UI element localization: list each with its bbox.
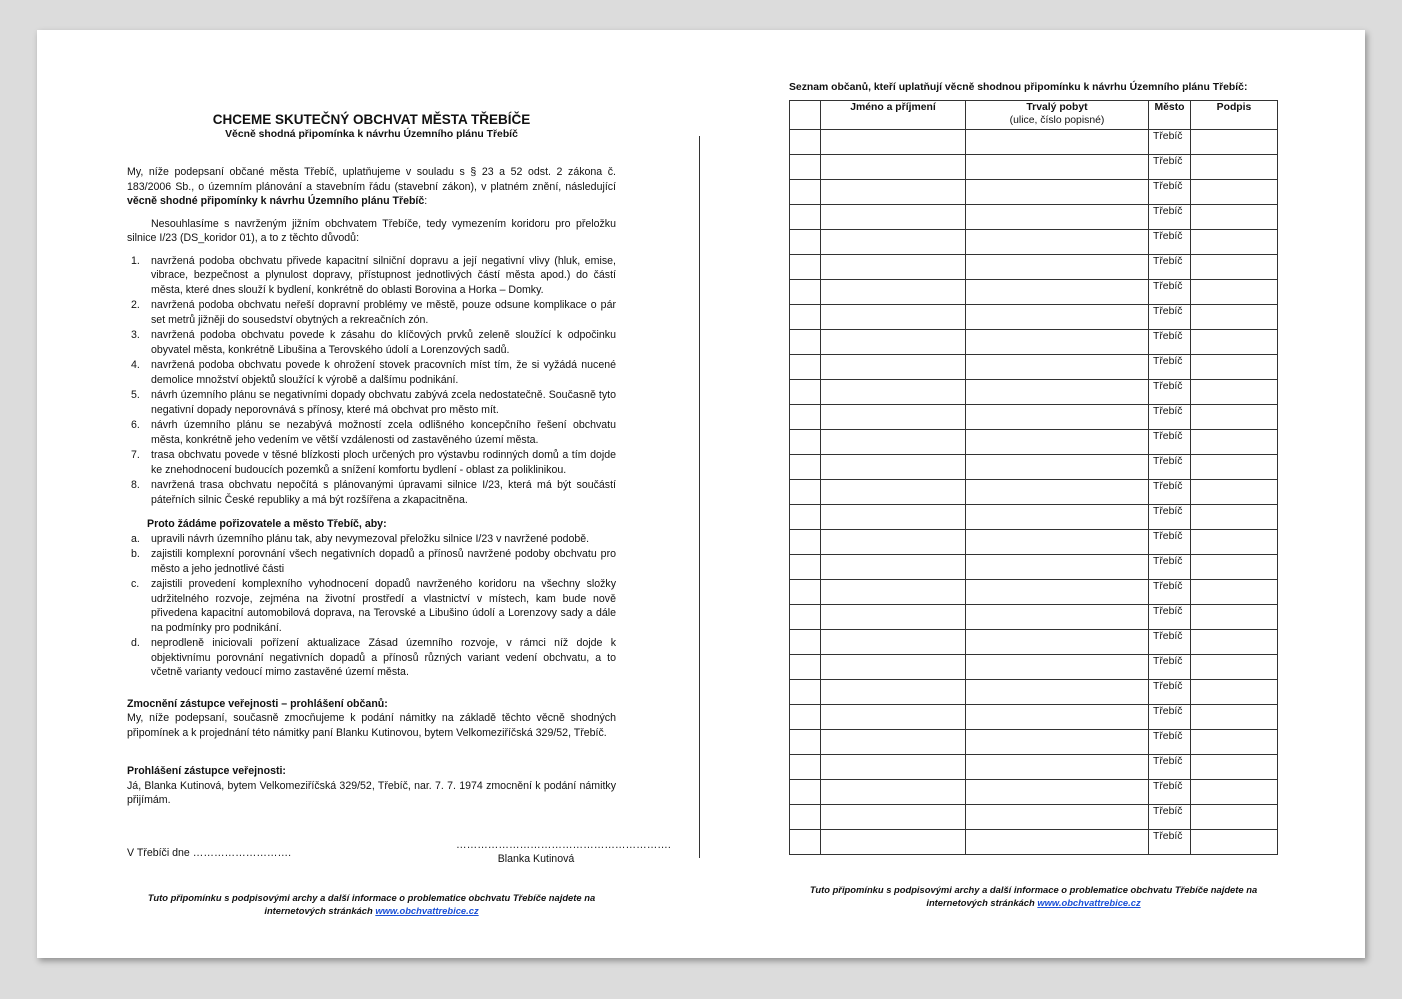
residence-cell[interactable] (966, 230, 1149, 255)
city-cell: Třebíč (1149, 730, 1191, 755)
row-number-cell[interactable] (790, 830, 821, 855)
reasons-list (127, 254, 616, 508)
footer-text: Tuto připomínku s podpisovými archy a další informace o problematice obchvatu Třebíče najdete na internetových stránkách (147, 891, 596, 916)
row-number-cell[interactable] (790, 405, 821, 430)
intro-bold: věcně shodné připomínky k návrhu Územního plánu Třebíč (127, 195, 425, 207)
residence-cell[interactable] (966, 205, 1149, 230)
list-item (127, 577, 616, 635)
city-cell: Třebíč (1149, 555, 1191, 580)
signature-cell[interactable] (1191, 205, 1278, 230)
signature-table (789, 100, 1278, 855)
city-cell: Třebíč (1149, 755, 1191, 780)
name-cell[interactable] (821, 780, 966, 805)
name-cell[interactable] (821, 205, 966, 230)
row-number-cell[interactable] (790, 630, 821, 655)
signature-cell[interactable] (1191, 605, 1278, 630)
footer-text: Tuto připomínku s podpisovými archy a další informace o problematice obchvatu Třebíče najdete na internetových stránkách (809, 884, 1258, 908)
signature-cell[interactable] (1191, 805, 1278, 830)
city-cell: Třebíč (1149, 330, 1191, 355)
list-item-text: návrh územního plánu se nezabývá možností zcela odlišného koncepčního řešení obchvatu města, konkrétně jeho vedením ve větší vzdálenosti od zastavěného území města. (151, 419, 616, 446)
name-cell[interactable] (821, 380, 966, 405)
list-item-text: navržená podoba obchvatu povede k ohrožení stovek pracovních míst tím, že si vyžádá nucené demolice množství objektů sloužící k výrobě a dalšímu podnikání. (151, 359, 616, 386)
list-item-number: 4. (131, 359, 140, 371)
list-item (127, 254, 616, 298)
row-number-cell[interactable] (790, 755, 821, 780)
list-item-number: b. (131, 548, 140, 560)
table-row (790, 330, 1278, 355)
city-cell: Třebíč (1149, 155, 1191, 180)
city-cell: Třebíč (1149, 630, 1191, 655)
signature-cell[interactable] (1191, 530, 1278, 555)
city-cell: Třebíč (1149, 280, 1191, 305)
row-number-cell[interactable] (790, 730, 821, 755)
col-header-residence (966, 101, 1149, 130)
name-cell[interactable] (821, 480, 966, 505)
list-item (127, 636, 616, 680)
signature-cell[interactable] (1191, 630, 1278, 655)
table-row (790, 530, 1278, 555)
residence-cell[interactable] (966, 255, 1149, 280)
list-item (127, 532, 616, 547)
list-item-text: navržená podoba obchvatu povede k zásahu do klíčových prvků zeleně sloužící k odpočinku obyvatel města, konkrétně Libušina a Terovského údolí a Lorenzových sadů. (151, 329, 616, 356)
name-cell[interactable] (821, 630, 966, 655)
row-number-cell[interactable] (790, 280, 821, 305)
city-cell: Třebíč (1149, 130, 1191, 155)
list-item-number: 2. (131, 299, 140, 311)
declaration-text: Já, Blanka Kutinová, bytem Velkomeziříčská 329/52, Třebíč, nar. 7. 7. 1974 zmocnění k podání námitky přijímám. (127, 779, 616, 806)
table-row (790, 255, 1278, 280)
declaration-heading: Prohlášení zástupce veřejnosti: (127, 765, 286, 777)
signature-cell[interactable] (1191, 430, 1278, 455)
residence-cell[interactable] (966, 830, 1149, 855)
list-item-text: navržená podoba obchvatu neřeší dopravní problémy ve městě, pouze odsune komplikace o pár set metrů jižněji do sousedství obytných a rekreačních zón. (151, 299, 616, 326)
requests-list (127, 532, 616, 680)
name-cell[interactable] (821, 180, 966, 205)
residence-cell[interactable] (966, 655, 1149, 680)
row-number-cell[interactable] (790, 355, 821, 380)
signature-cell[interactable] (1191, 555, 1278, 580)
table-header-row (790, 101, 1278, 130)
signature-block (456, 838, 671, 867)
name-cell[interactable] (821, 255, 966, 280)
table-row (790, 405, 1278, 430)
name-cell[interactable] (821, 830, 966, 855)
row-number-cell[interactable] (790, 580, 821, 605)
table-row (790, 655, 1278, 680)
col-header-name: Jméno a příjmení (821, 101, 966, 130)
intro-end: : (424, 195, 428, 207)
name-cell[interactable] (821, 805, 966, 830)
left-footer (127, 891, 616, 917)
city-cell: Třebíč (1149, 805, 1191, 830)
residence-cell[interactable] (966, 630, 1149, 655)
name-cell[interactable] (821, 530, 966, 555)
row-number-cell[interactable] (790, 780, 821, 805)
list-item-number: c. (131, 578, 140, 590)
list-item-text: zajistili komplexní porovnání všech negativních dopadů a přínosů navržené podoby obchvatu pro město a jeho jednotlivé části (151, 548, 616, 575)
table-row (790, 305, 1278, 330)
row-number-cell[interactable] (790, 530, 821, 555)
petition-text (127, 112, 671, 917)
list-item (127, 478, 616, 507)
row-number-cell[interactable] (790, 130, 821, 155)
signature-cell[interactable] (1191, 680, 1278, 705)
table-row (790, 680, 1278, 705)
table-row (790, 755, 1278, 780)
table-row (790, 630, 1278, 655)
city-cell: Třebíč (1149, 305, 1191, 330)
signature-cell[interactable] (1191, 505, 1278, 530)
list-item-text: trasa obchvatu povede v těsné blízkosti ploch určených pro výstavbu rodinných domů a tím dojde ke znehodnocení budoucích pozemků a snížení komfortu bydlení - oblast za poliklinikou. (151, 449, 616, 476)
row-number-cell[interactable] (790, 380, 821, 405)
residence-cell[interactable] (966, 805, 1149, 830)
residence-cell[interactable] (966, 305, 1149, 330)
name-cell[interactable] (821, 280, 966, 305)
signature-cell[interactable] (1191, 130, 1278, 155)
intro-text: My, níže podepsaní občané města Třebíč, uplatňujeme v souladu s § 23 a 52 odst. 2 zákona č. 183/2006 Sb., o územním plánování a stavebním řádu (stavební zákon), v platném znění, následující (127, 166, 616, 193)
table-row (790, 155, 1278, 180)
city-cell: Třebíč (1149, 680, 1191, 705)
table-row (790, 205, 1278, 230)
table-row (790, 230, 1278, 255)
table-row (790, 455, 1278, 480)
name-cell[interactable] (821, 455, 966, 480)
list-item-text: zajistili provedení komplexního vyhodnocení dopadů navrženého koridoru na všechny složky udržitelného rozvoje, zejména na životní prostředí a vlastnictví v místech, kam bude nově přivedena kapacitní automobilová doprava, na Terovské a Libušino údolí a Lorenzovy sady a dále na podmínky pro podnikání. (151, 578, 616, 634)
name-cell[interactable] (821, 330, 966, 355)
residence-cell[interactable] (966, 455, 1149, 480)
signature-cell[interactable] (1191, 655, 1278, 680)
residence-cell[interactable] (966, 130, 1149, 155)
residence-cell[interactable] (966, 605, 1149, 630)
city-cell: Třebíč (1149, 655, 1191, 680)
right-footer (789, 883, 1278, 909)
residence-cell[interactable] (966, 680, 1149, 705)
page-subtitle: Věcně shodná připomínka k návrhu Územního plánu Třebíč (225, 129, 518, 140)
page-title: CHCEME SKUTEČNÝ OBCHVAT MĚSTA TŘEBÍČE (212, 112, 531, 127)
table-row (790, 505, 1278, 530)
list-item-text: upravili návrh územního plánu tak, aby nevymezoval přeložku silnice I/23 v navržené podobě. (151, 532, 590, 545)
signature-cell[interactable] (1191, 380, 1278, 405)
city-cell: Třebíč (1149, 830, 1191, 855)
city-cell: Třebíč (1149, 355, 1191, 380)
residence-cell[interactable] (966, 530, 1149, 555)
signature-cell[interactable] (1191, 330, 1278, 355)
list-item-number: d. (131, 637, 140, 649)
residence-cell[interactable] (966, 505, 1149, 530)
table-row (790, 605, 1278, 630)
city-cell: Třebíč (1149, 455, 1191, 480)
residence-cell[interactable] (966, 180, 1149, 205)
residence-cell[interactable] (966, 480, 1149, 505)
list-item (127, 448, 616, 477)
list-item (127, 388, 616, 417)
row-number-cell[interactable] (790, 230, 821, 255)
signature-cell[interactable] (1191, 230, 1278, 255)
list-item (127, 418, 616, 447)
signature-cell[interactable] (1191, 355, 1278, 380)
list-item-text: navržená podoba obchvatu přivede kapacitní silniční dopravu a její negativní vlivy (hluk, emise, vibrace, bezpečnost a plynulost dopravy, přístupnost jednotlivých částí města apod.) do částí města, které dnes slouží k bydlení, konkrétně do oblasti Borovina a Horka – Domky. (151, 254, 616, 296)
name-cell[interactable] (821, 405, 966, 430)
name-cell[interactable] (821, 605, 966, 630)
residence-cell[interactable] (966, 405, 1149, 430)
name-cell[interactable] (821, 355, 966, 380)
list-item-text: návrh územního plánu se negativními dopady obchvatu zabývá zcela nedostatečně. Současně tyto negativní dopady neporovnává s přínosy, které má obchvat pro město mít. (151, 389, 616, 416)
row-number-cell[interactable] (790, 705, 821, 730)
row-number-cell[interactable] (790, 805, 821, 830)
row-number-cell[interactable] (790, 680, 821, 705)
residence-cell[interactable] (966, 755, 1149, 780)
table-row (790, 280, 1278, 305)
list-item (127, 298, 616, 327)
city-cell: Třebíč (1149, 580, 1191, 605)
table-row (790, 705, 1278, 730)
row-number-cell[interactable] (790, 305, 821, 330)
city-cell: Třebíč (1149, 605, 1191, 630)
name-cell[interactable] (821, 655, 966, 680)
city-cell: Třebíč (1149, 505, 1191, 530)
name-cell[interactable] (821, 155, 966, 180)
list-item-number: 8. (131, 479, 140, 491)
sheet-heading: Seznam občanů, kteří uplatňují věcně shodnou připomínku k návrhu Územního plánu Třebíč: (789, 82, 1248, 93)
row-number-cell[interactable] (790, 480, 821, 505)
residence-label: Trvalý pobyt (1026, 102, 1088, 113)
col-header-number (790, 101, 821, 130)
name-cell[interactable] (821, 680, 966, 705)
city-cell: Třebíč (1149, 480, 1191, 505)
list-item-number: 1. (131, 254, 140, 267)
row-number-cell[interactable] (790, 605, 821, 630)
list-item (127, 358, 616, 387)
name-cell[interactable] (821, 230, 966, 255)
name-cell[interactable] (821, 305, 966, 330)
name-cell[interactable] (821, 130, 966, 155)
col-header-city: Město (1149, 101, 1191, 130)
list-item-number: a. (131, 532, 140, 545)
residence-cell[interactable] (966, 155, 1149, 180)
list-item-text: neprodleně iniciovali pořízení aktualizace Zásad územního rozvoje, v rámci níž dojde k objektivnímu porovnání negativních dopadů a přínosů různých variant vedení obchvatu, a to včetně varianty vedoucí mimo zastavěné území města. (151, 637, 616, 678)
row-number-cell[interactable] (790, 155, 821, 180)
row-number-cell[interactable] (790, 330, 821, 355)
signature-cell[interactable] (1191, 705, 1278, 730)
signature-cell[interactable] (1191, 730, 1278, 755)
name-cell[interactable] (821, 430, 966, 455)
city-cell: Třebíč (1149, 705, 1191, 730)
signature-cell[interactable] (1191, 255, 1278, 280)
website-link[interactable]: www.obchvattrebice.cz (1037, 897, 1141, 908)
residence-cell[interactable] (966, 380, 1149, 405)
signature-sheet (789, 82, 1279, 909)
signature-cell[interactable] (1191, 830, 1278, 855)
table-row (790, 180, 1278, 205)
residence-cell[interactable] (966, 730, 1149, 755)
name-cell[interactable] (821, 505, 966, 530)
residence-cell[interactable] (966, 555, 1149, 580)
signature-cell[interactable] (1191, 780, 1278, 805)
table-row (790, 780, 1278, 805)
city-cell: Třebíč (1149, 780, 1191, 805)
signature-cell[interactable] (1191, 180, 1278, 205)
signature-cell[interactable] (1191, 155, 1278, 180)
signature-cell[interactable] (1191, 455, 1278, 480)
signature-line: ……………………………………………………. (456, 838, 671, 851)
residence-cell[interactable] (966, 330, 1149, 355)
table-row (790, 130, 1278, 155)
table-row (790, 730, 1278, 755)
table-row (790, 380, 1278, 405)
name-cell[interactable] (821, 755, 966, 780)
city-cell: Třebíč (1149, 380, 1191, 405)
signature-cell[interactable] (1191, 280, 1278, 305)
table-row (790, 830, 1278, 855)
objection-paragraph: Nesouhlasíme s navrženým jižním obchvatem Třebíče, tedy vymezením koridoru pro přeložku silnice I/23 (DS_koridor 01), a to z těchto důvodů: (127, 217, 616, 244)
city-cell: Třebíč (1149, 530, 1191, 555)
table-row (790, 805, 1278, 830)
name-cell[interactable] (821, 730, 966, 755)
signature-cell[interactable] (1191, 755, 1278, 780)
row-number-cell[interactable] (790, 505, 821, 530)
residence-cell[interactable] (966, 580, 1149, 605)
signature-row (127, 838, 671, 867)
column-divider (699, 136, 700, 858)
row-number-cell[interactable] (790, 205, 821, 230)
table-row (790, 430, 1278, 455)
list-item (127, 328, 616, 357)
name-cell[interactable] (821, 705, 966, 730)
mandate-text: My, níže podepsaní, současně zmocňujeme k podání námitky na základě těchto věcně shodných připomínek a k projednání této námitky paní Blanku Kutinovou, bytem Velkomeziříčská 329/52, Třebíč. (127, 712, 616, 739)
city-cell: Třebíč (1149, 430, 1191, 455)
signature-cell[interactable] (1191, 405, 1278, 430)
signature-name: Blanka Kutinová (497, 853, 575, 865)
residence-cell[interactable] (966, 705, 1149, 730)
row-number-cell[interactable] (790, 655, 821, 680)
list-item-number: 3. (131, 329, 140, 341)
residence-cell[interactable] (966, 355, 1149, 380)
city-cell: Třebíč (1149, 180, 1191, 205)
row-number-cell[interactable] (790, 180, 821, 205)
residence-cell[interactable] (966, 280, 1149, 305)
list-item-number: 5. (131, 389, 140, 401)
website-link[interactable]: www.obchvattrebice.cz (375, 904, 479, 916)
table-row (790, 580, 1278, 605)
row-number-cell[interactable] (790, 255, 821, 280)
row-number-cell[interactable] (790, 430, 821, 455)
request-heading: Proto žádáme pořizovatele a město Třebíč, aby: (147, 518, 387, 530)
table-row (790, 355, 1278, 380)
city-cell: Třebíč (1149, 230, 1191, 255)
mandate-heading: Zmocnění zástupce veřejnosti – prohlášení občanů: (127, 697, 388, 710)
city-cell: Třebíč (1149, 205, 1191, 230)
date-field: V Třebíči dne ………………………. (127, 846, 292, 859)
list-item-number: 6. (131, 419, 140, 431)
signature-cell[interactable] (1191, 580, 1278, 605)
city-cell: Třebíč (1149, 405, 1191, 430)
signature-cell[interactable] (1191, 305, 1278, 330)
list-item (127, 547, 616, 576)
table-row (790, 480, 1278, 505)
list-item-text: navržená trasa obchvatu nepočítá s plánovanými úpravami silnice I/23, která má být součástí páteřních silnic České republiky a má být rozšířena a zkapacitněna. (151, 479, 616, 506)
table-row (790, 555, 1278, 580)
row-number-cell[interactable] (790, 455, 821, 480)
residence-cell[interactable] (966, 780, 1149, 805)
list-item-number: 7. (131, 449, 140, 461)
intro-paragraph (127, 165, 616, 209)
city-cell: Třebíč (1149, 255, 1191, 280)
row-number-cell[interactable] (790, 555, 821, 580)
residence-sublabel: (ulice, číslo popisné) (1009, 115, 1105, 126)
name-cell[interactable] (821, 580, 966, 605)
col-header-signature: Podpis (1191, 101, 1278, 130)
name-cell[interactable] (821, 555, 966, 580)
document-page (37, 30, 1365, 958)
signature-cell[interactable] (1191, 480, 1278, 505)
residence-cell[interactable] (966, 430, 1149, 455)
